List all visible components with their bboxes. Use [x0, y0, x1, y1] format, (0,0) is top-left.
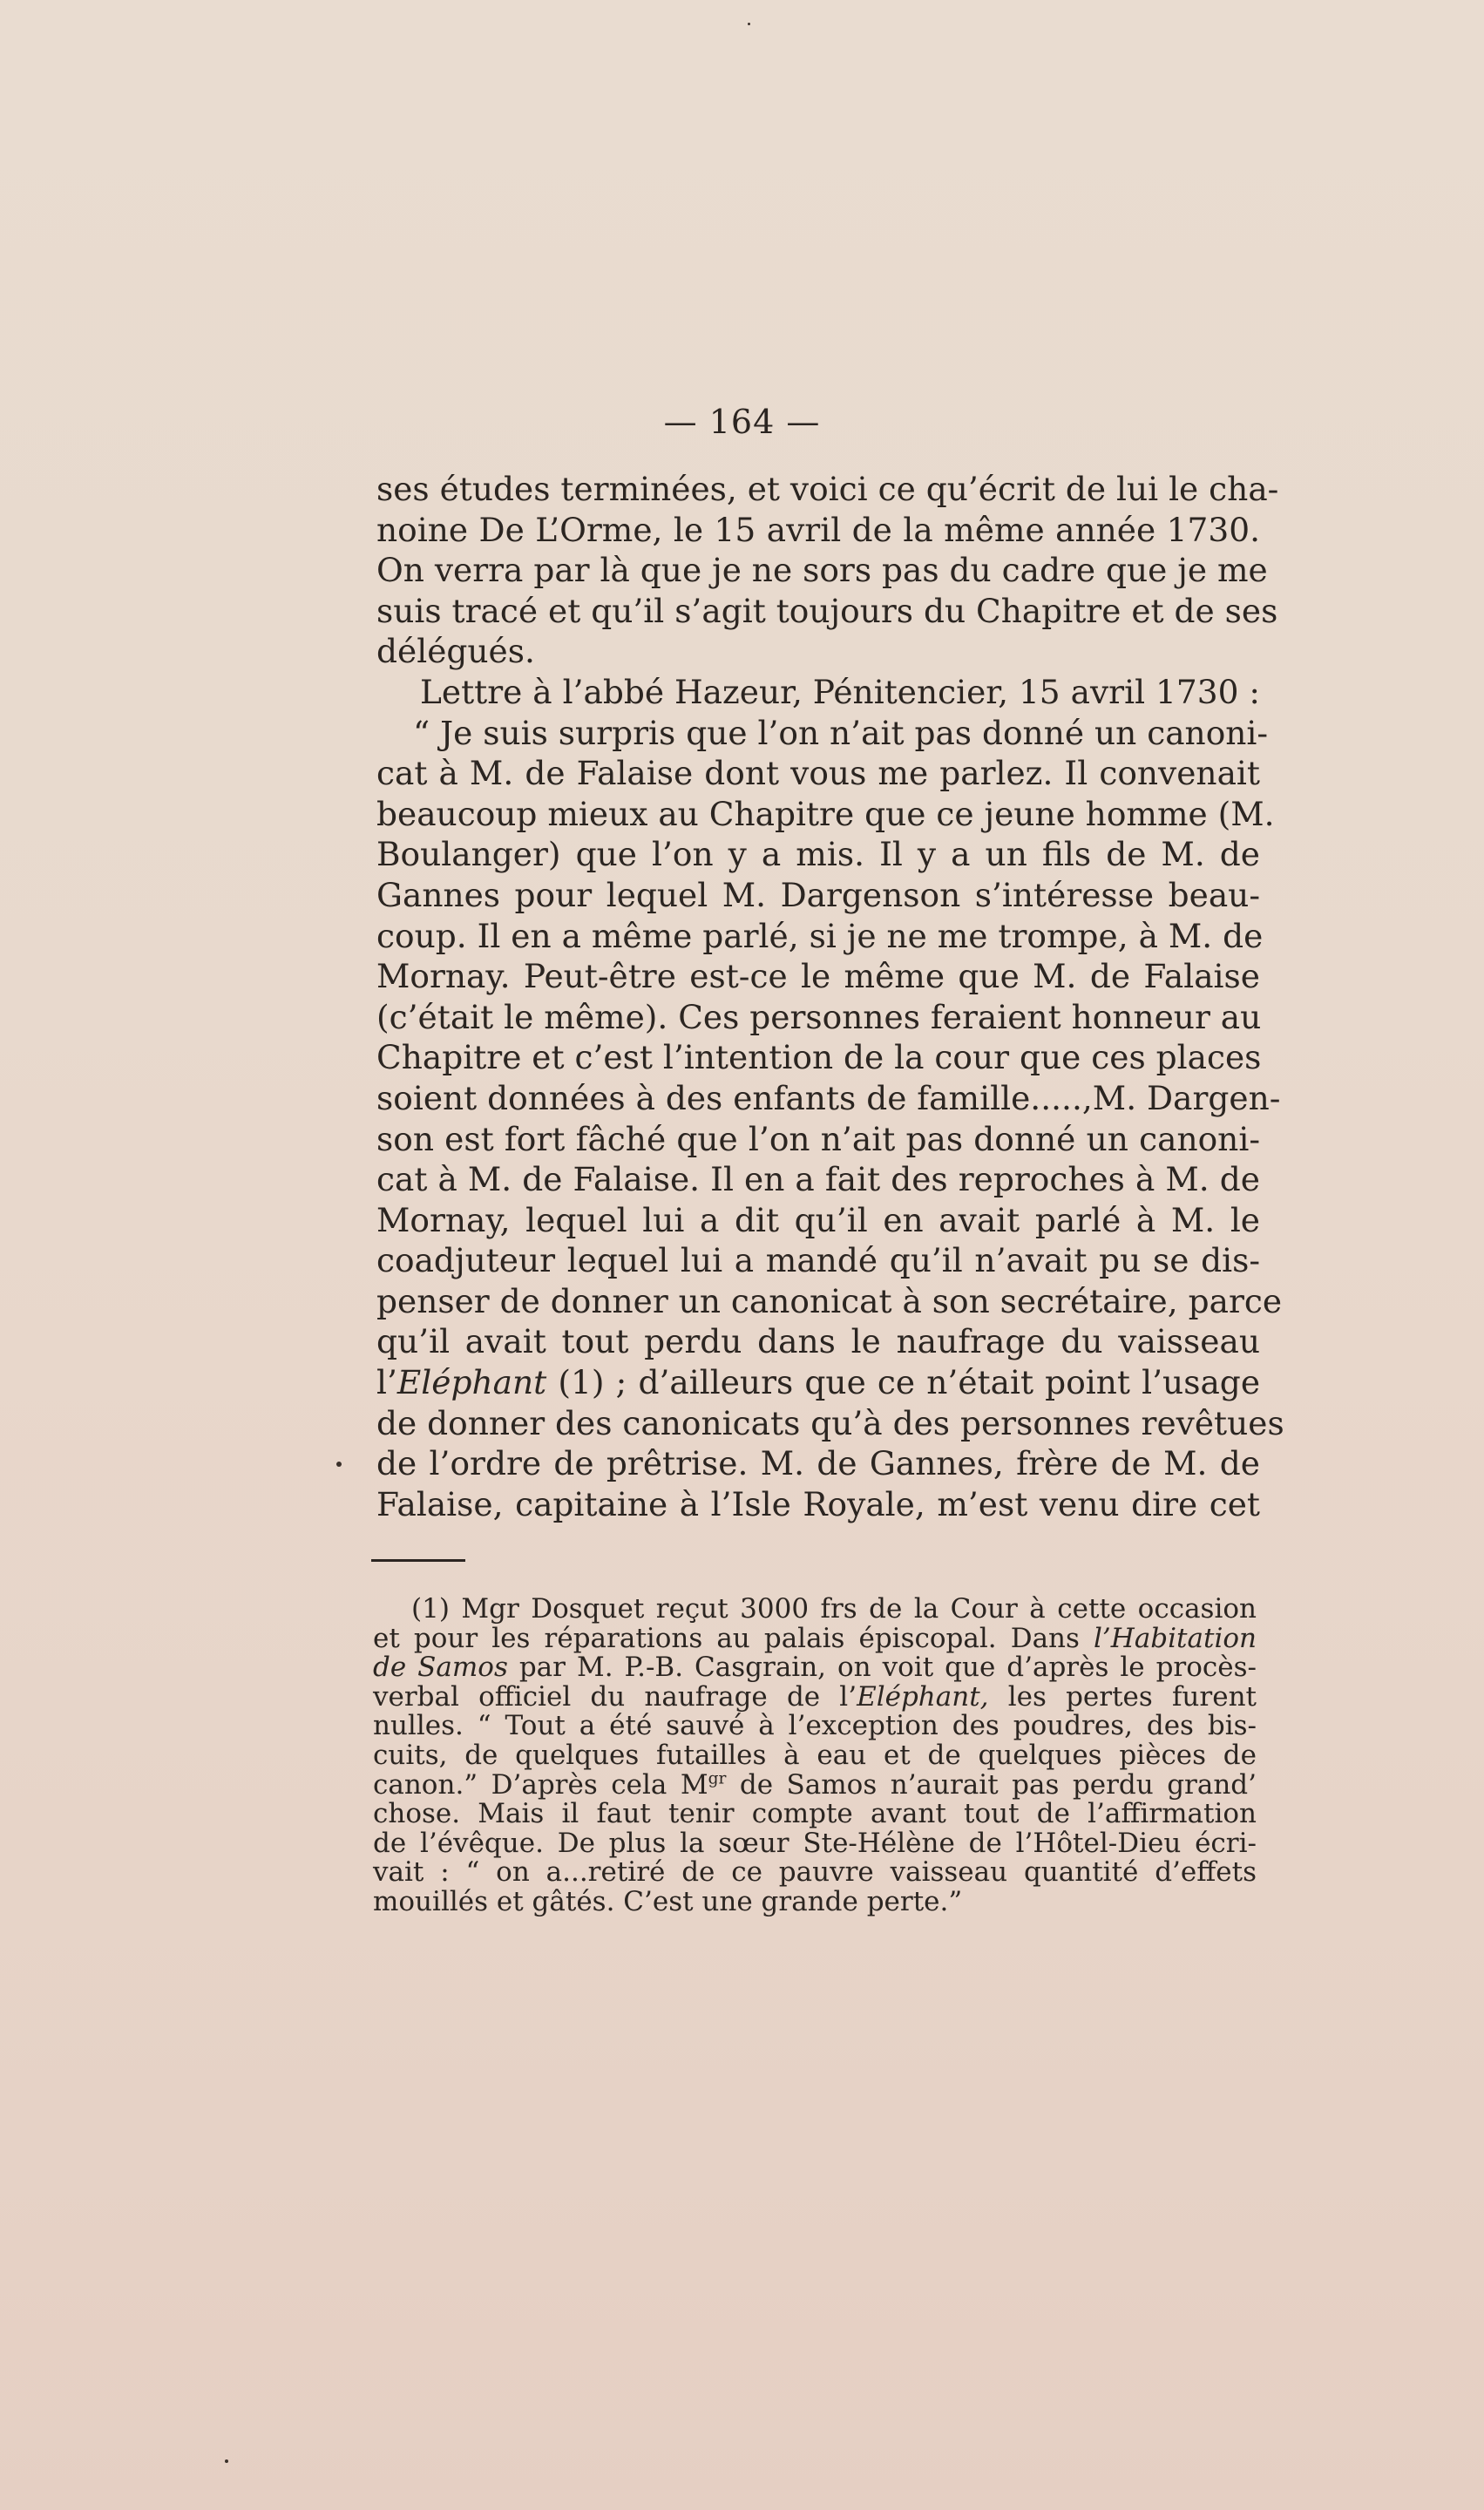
paper-speck [225, 2459, 228, 2463]
body-line: qu’il avait tout perdu dans le naufrage du vaisseau [376, 1322, 1260, 1361]
body-line-elephant: l’Eléphant (1) ; d’ailleurs que ce n’était point l’usage [376, 1363, 1261, 1402]
body-line: cat à M. de Falaise. Il en a fait des reproches à M. de [376, 1160, 1260, 1199]
body-line: Boulanger) que l’on y a mis. Il y a un fils de M. de [376, 835, 1260, 874]
body-line: On verra par là que je ne sors pas du cadre que je me [376, 551, 1268, 590]
body-line: penser de donner un canonicat à son secrétaire, parce [376, 1281, 1283, 1320]
body-line: Falaise, capitaine à l’Isle Royale, m’est venu dire cet [376, 1484, 1260, 1523]
body-text [376, 469, 1284, 1524]
paper-speck [748, 23, 750, 25]
body-line: coadjuteur lequel lui a mandé qu’il n’avait pu se dis- [376, 1241, 1260, 1280]
body-line: son est fort fâché que l’on n’ait pas donné un canoni- [376, 1119, 1260, 1158]
footnote-line: (1) Mgr Dosquet reçut 3000 frs de la Cour à cette occasion [411, 1593, 1257, 1625]
body-line: soient données à des enfants de famille.....,M. Dargen- [376, 1078, 1281, 1117]
page-number: — 164 — [663, 403, 821, 441]
body-line: délégués. [376, 632, 535, 671]
body-line: ses études terminées, et voici ce qu’écrit de lui le cha- [376, 470, 1279, 508]
body-line: de donner des canonicats qu’à des personnes revêtues [376, 1403, 1284, 1442]
body-line: “ Je suis surpris que l’on n’ait pas donné un canoni- [413, 713, 1269, 752]
body-line: Lettre à l’abbé Hazeur, Pénitencier, 15 avril 1730 : [420, 672, 1260, 711]
body-line: coup. Il en a même parlé, si je ne me trompe, à M. de [376, 916, 1264, 955]
footnote-line: nulles. “ Tout a été sauvé à l’exception des poudres, des bis- [373, 1710, 1257, 1742]
footnote-line: vait : “ on a...retiré de ce pauvre vaisseau quantité d’effets [373, 1856, 1257, 1889]
footnote-line: mouillés et gâtés. C’est une grande perte.” [373, 1885, 963, 1917]
body-line: de l’ordre de prêtrise. M. de Gannes, frère de M. de [376, 1444, 1260, 1483]
body-line: cat à M. de Falaise dont vous me parlez. Il convenait [376, 754, 1260, 793]
footnote-line: de Samos par M. P.-B. Casgrain, on voit que d’après le procès- [373, 1652, 1257, 1684]
footnote-line: verbal officiel du naufrage de l’Eléphant, les pertes furent [373, 1680, 1257, 1713]
body-line: (c’était le même). Ces personnes feraient honneur au [376, 997, 1262, 1036]
body-line: suis tracé et qu’il s’agit toujours du Chapitre et de ses [376, 591, 1278, 630]
body-line: Chapitre et c’est l’intention de la cour que ces places [376, 1038, 1262, 1077]
paper-speck [336, 1462, 342, 1467]
body-line: noine De L’Orme, le 15 avril de la même année 1730. [376, 510, 1260, 549]
body-line: Gannes pour lequel M. Dargenson s’intéresse beau- [376, 875, 1260, 914]
footnote-rule [371, 1559, 465, 1562]
footnote-line: chose. Mais il faut tenir compte avant tout de l’affirmation [373, 1798, 1257, 1830]
footnotes [373, 1595, 1257, 1917]
body-line: beaucoup mieux au Chapitre que ce jeune homme (M. [376, 794, 1275, 833]
body-line: Mornay. Peut-être est-ce le même que M. de Falaise [376, 957, 1260, 996]
footnote-line: et pour les réparations au palais épiscopal. Dans l’Habitation [373, 1622, 1257, 1654]
footnote-line: canon.” D’après cela $M^{gr}$ de Samos n’aurait pas perdu grand’ [373, 1768, 1257, 1801]
footnote-line: cuits, de quelques futailles à eau et de quelques pièces de [373, 1739, 1257, 1771]
footnote-line: de l’évêque. De plus la sœur Ste-Hélène de l’Hôtel-Dieu écri- [373, 1827, 1257, 1859]
body-line: Mornay, lequel lui a dit qu’il en avait parlé à M. le [376, 1200, 1260, 1239]
